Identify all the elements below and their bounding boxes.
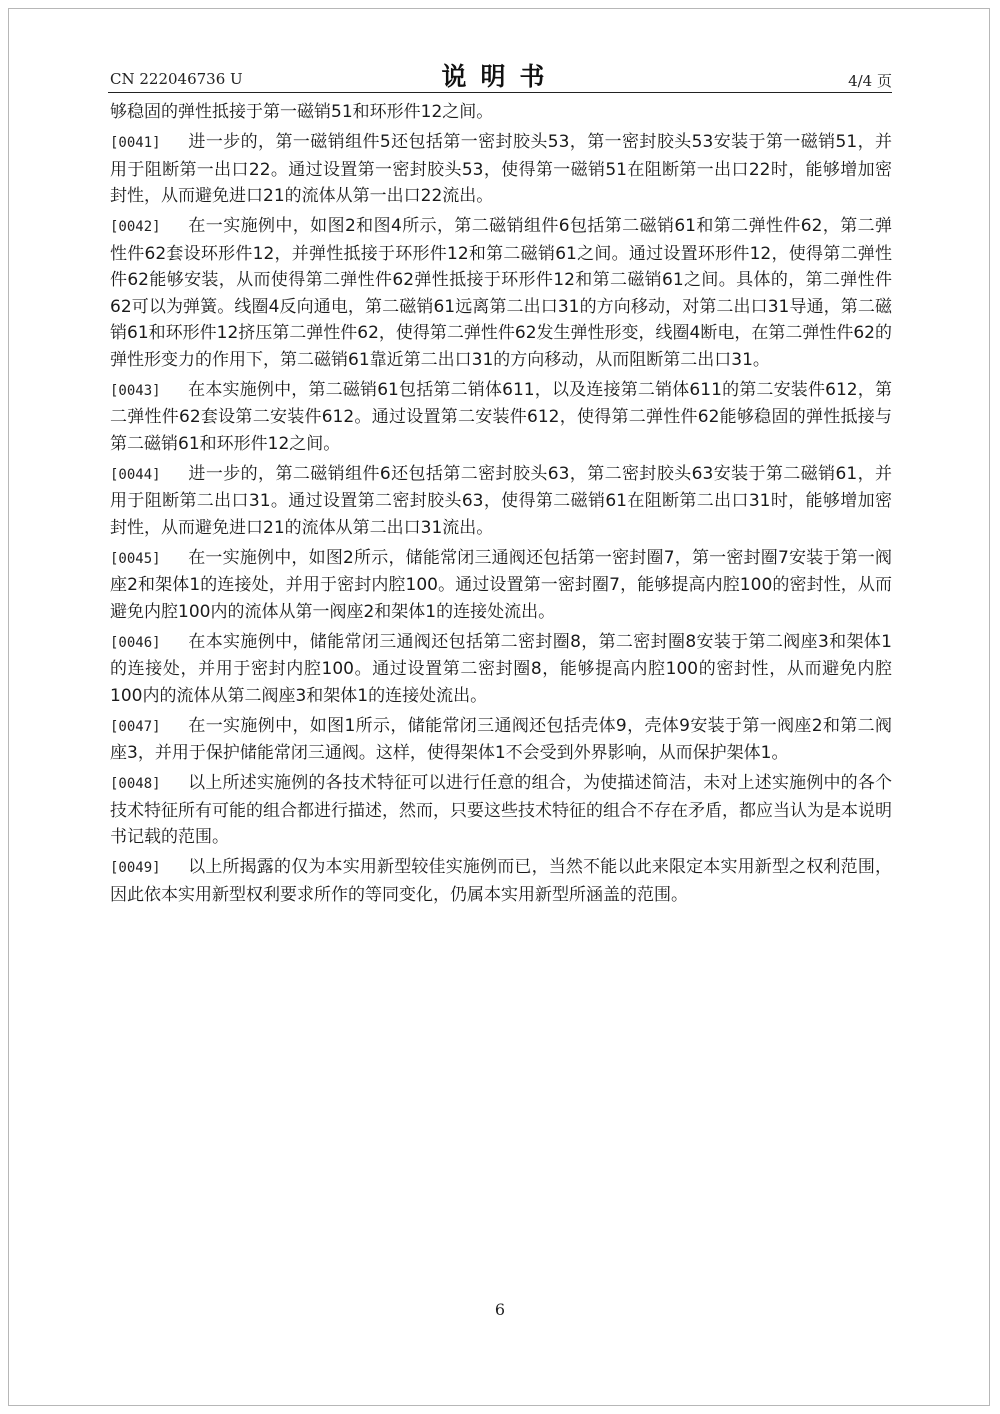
paragraph xyxy=(110,213,892,373)
paragraph-text: 在一实施例中，如图1所示，储能常闭三通阀还包括壳体9，壳体9安装于第一阀座2和第二阀座3，并用于保护储能常闭三通阀。这样，使得架体1不会受到外界影响，从而保护架体1。 xyxy=(110,715,892,763)
paragraph-number: [0047] xyxy=(110,718,161,735)
paragraph-number: [0043] xyxy=(110,382,161,399)
paragraph xyxy=(110,770,892,851)
paragraph-text: 以上所揭露的仅为本实用新型较佳实施例而已，当然不能以此来限定本实用新型之权利范围，因此依本实用新型权利要求所作的等同变化，仍属本实用新型所涵盖的范围。 xyxy=(110,857,892,905)
paragraph xyxy=(110,854,892,908)
paragraph-number: [0048] xyxy=(110,776,161,792)
paragraph xyxy=(110,99,892,126)
page-number: 6 xyxy=(494,1300,506,1319)
paragraph-text: 在一实施例中，如图2和图4所示，第二磁销组件6包括第二磁销61和第二弹性件62，第二弹性件62套设环形件12，并弹性抵接于环形件12和第二磁销61之间。通过设置环形件12，使得第二弹性件62能够安装，从而使得第二弹性件62弹性抵接于环形件12和第二磁销61之间。具体的，第二弹性件62可以为弹簧。线圈4反向通电，第二磁销61远离第二出口31的方向移动，对第二出口31导通，第二磁销61和环形件12挤压第二弹性件62，使得第二弹性件62发生弹性形变，线圈4断电，在第二弹性件62的弹性形变力的作用下，第二磁销61靠近第二出口31的方向移动，从而阻断第二出口31。 xyxy=(110,216,892,370)
paragraph-text: 进一步的，第一磁销组件5还包括第一密封胶头53，第一密封胶头53安装于第一磁销51，并用于阻断第一出口22。通过设置第一密封胶头53，使得第一磁销51在阻断第一出口22时，能够增加密封性，从而避免进口21的流体从第一出口22流出。 xyxy=(110,132,892,206)
paragraph-text: 在本实施例中，第二磁销61包括第二销体611，以及连接第二销体611的第二安装件612，第二弹性件62套设第二安装件612。通过设置第二安装件612，使得第二弹性件62能够稳固的弹性抵接与第二磁销61和环形件12之间。 xyxy=(110,379,892,454)
paragraph xyxy=(110,713,892,767)
paragraph-number: [0045] xyxy=(110,550,161,567)
header-rule xyxy=(108,92,892,93)
paragraph-number: [0041] xyxy=(110,135,161,151)
paragraph-number: [0049] xyxy=(110,860,161,876)
paragraph-text: 以上所述实施例的各技术特征可以进行任意的组合，为使描述简洁，未对上述实施例中的各个技术特征所有可能的组合都进行描述，然而，只要这些技术特征的组合不存在矛盾，都应当认为是本说明书记载的范围。 xyxy=(110,773,892,847)
paragraph-number: [0046] xyxy=(110,634,161,651)
paragraph-text: 够稳固的弹性抵接于第一磁销51和环形件12之间。 xyxy=(110,102,494,122)
document-title: 说明书 xyxy=(441,62,559,91)
paragraph-text: 在本实施例中，储能常闭三通阀还包括第二密封圈8，第二密封圈8安装于第二阀座3和架体1的连接处，并用于密封内腔100。通过设置第二密封圈8，能够提高内腔100的密封性，从而避免内腔100内的流体从第二阀座3和架体1的连接处流出。 xyxy=(110,631,892,706)
patent-number: CN 222046736 U xyxy=(110,70,243,88)
paragraph xyxy=(110,461,892,542)
paragraph xyxy=(110,377,892,458)
document-body xyxy=(110,99,892,912)
paragraph-text: 进一步的，第二磁销组件6还包括第二密封胶头63，第二密封胶头63安装于第二磁销61，并用于阻断第二出口31。通过设置第二密封胶头63，使得第二磁销61在阻断第二出口31时，能够增加密封性，从而避免进口21的流体从第二出口31流出。 xyxy=(110,463,892,538)
page-info: 4/4 页 xyxy=(848,72,892,90)
paragraph-number: [0044] xyxy=(110,466,161,483)
paragraph-number: [0042] xyxy=(110,219,161,235)
paragraph xyxy=(110,629,892,710)
paragraph-text: 在一实施例中，如图2所示，储能常闭三通阀还包括第一密封圈7，第一密封圈7安装于第一阀座2和架体1的连接处，并用于密封内腔100。通过设置第一密封圈7，能够提高内腔100的密封性，从而避免内腔100内的流体从第一阀座2和架体1的连接处流出。 xyxy=(110,547,892,622)
paragraph xyxy=(110,129,892,210)
paragraph xyxy=(110,545,892,626)
